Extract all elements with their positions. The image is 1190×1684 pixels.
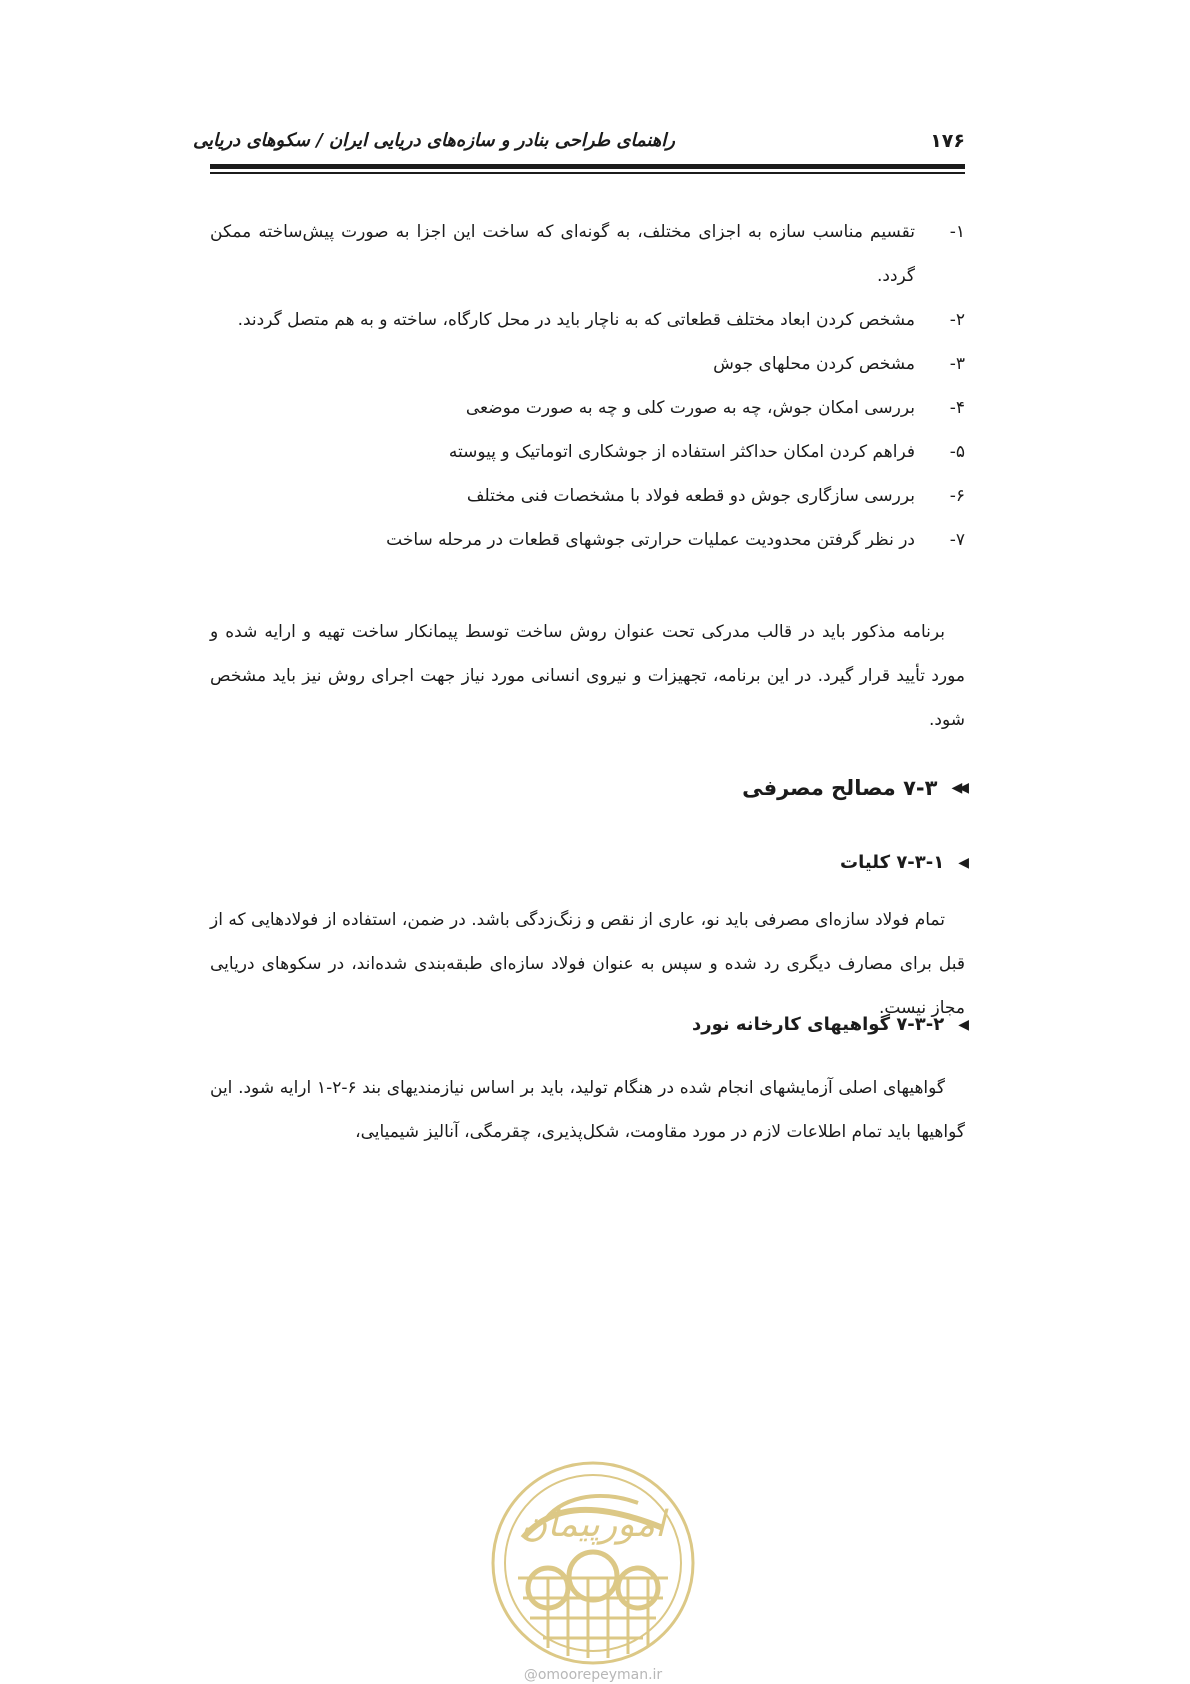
list-item-text: بررسی امکان جوش، چه به صورت کلی و چه به صورت موضعی bbox=[465, 398, 915, 418]
list-item bbox=[210, 518, 965, 562]
header-title: راهنمای طراحی بنادر و سازه‌های دریایی ایران / سکوهای دریایی bbox=[192, 130, 675, 151]
list-item-number: ۷- bbox=[949, 530, 965, 550]
list-item-number: ۱- bbox=[949, 222, 965, 242]
list-item-text: تقسیم مناسب سازه به اجزای مختلف، به گونه‌ای که ساخت این اجزا به صورت پیش‌ساخته ممکن گردد. bbox=[210, 222, 915, 286]
watermark-url: @omoorepeyman.ir bbox=[523, 1667, 663, 1683]
section-heading-text: ۷-۳ مصالح مصرفی bbox=[742, 776, 938, 800]
page-number: ۱۷۶ bbox=[930, 130, 965, 152]
subsection-heading-general bbox=[840, 852, 965, 873]
double-triangle-icon: ◀◀ bbox=[951, 780, 965, 796]
list-item-text: در نظر گرفتن محدودیت عملیات حرارتی جوشهای قطعات در مرحله ساخت bbox=[386, 530, 915, 550]
watermark-logo-text: امورپیمان bbox=[520, 1504, 666, 1545]
list-item bbox=[210, 430, 965, 474]
paragraph-certificates: گواهیهای اصلی آزمایشهای انجام شده در هنگام تولید، باید بر اساس نیازمندیهای بند ۶-۲-۱ ارایه شود. این گواهیها باید تمام اطلاعات لازم در مورد مقاومت، شکل‌پذیری، چقرمگی، آنالیز شیمیایی، bbox=[210, 1078, 965, 1142]
list-item-text: مشخص کردن محلهای جوش bbox=[713, 354, 915, 374]
list-item-number: ۵- bbox=[949, 442, 965, 462]
list-item-number: ۶- bbox=[949, 486, 965, 506]
list-item-text: بررسی سازگاری جوش دو قطعه فولاد با مشخصات فنی مختلف bbox=[466, 486, 915, 506]
list-item bbox=[210, 474, 965, 518]
running-header bbox=[192, 128, 965, 168]
subsection-heading-certificates bbox=[692, 1014, 965, 1035]
list-item-number: ۲- bbox=[949, 310, 965, 330]
numbered-list bbox=[210, 210, 965, 562]
triangle-icon: ◀ bbox=[958, 854, 965, 871]
list-item bbox=[210, 386, 965, 430]
header-rule-thin bbox=[210, 172, 965, 174]
list-item-text: فراهم کردن امکان حداکثر استفاده از جوشکاری اتوماتیک و پیوسته bbox=[448, 442, 915, 462]
paragraph-program: برنامه مذکور باید در قالب مدرکی تحت عنوان روش ساخت توسط پیمانکار ساخت تهیه و ارایه شده و مورد تأیید قرار گیرد. در این برنامه، تجهیزات و نیروی انسانی مورد نیاز جهت اجرای روش نیز باید مشخص شود. bbox=[210, 622, 965, 730]
subsection-heading-text: ۷-۳-۱ کلیات bbox=[840, 852, 945, 873]
subsection-heading-text: ۷-۳-۲ گواهیهای کارخانه نورد bbox=[691, 1014, 945, 1035]
paragraph-general: تمام فولاد سازه‌ای مصرفی باید نو، عاری از نقص و زنگ‌زدگی باشد. در ضمن، استفاده از فولادهایی که از قبل برای مصارف دیگری رد شده و سپس به عنوان فولاد سازه‌ای طبقه‌بندی شده‌اند، در سکوهای دریایی مجاز نیست. bbox=[210, 910, 965, 1018]
section-heading bbox=[742, 776, 965, 800]
list-item bbox=[210, 298, 965, 342]
header-rule-thick bbox=[210, 164, 965, 169]
list-item-text: مشخص کردن ابعاد مختلف قطعاتی که به ناچار باید در محل کارگاه، ساخته و به هم متصل گردند. bbox=[237, 310, 915, 330]
watermark-logo bbox=[488, 1458, 698, 1668]
list-item bbox=[210, 210, 965, 298]
list-item-number: ۳- bbox=[949, 354, 965, 374]
list-item-number: ۴- bbox=[949, 398, 965, 418]
triangle-icon: ◀ bbox=[958, 1016, 965, 1033]
list-item bbox=[210, 342, 965, 386]
